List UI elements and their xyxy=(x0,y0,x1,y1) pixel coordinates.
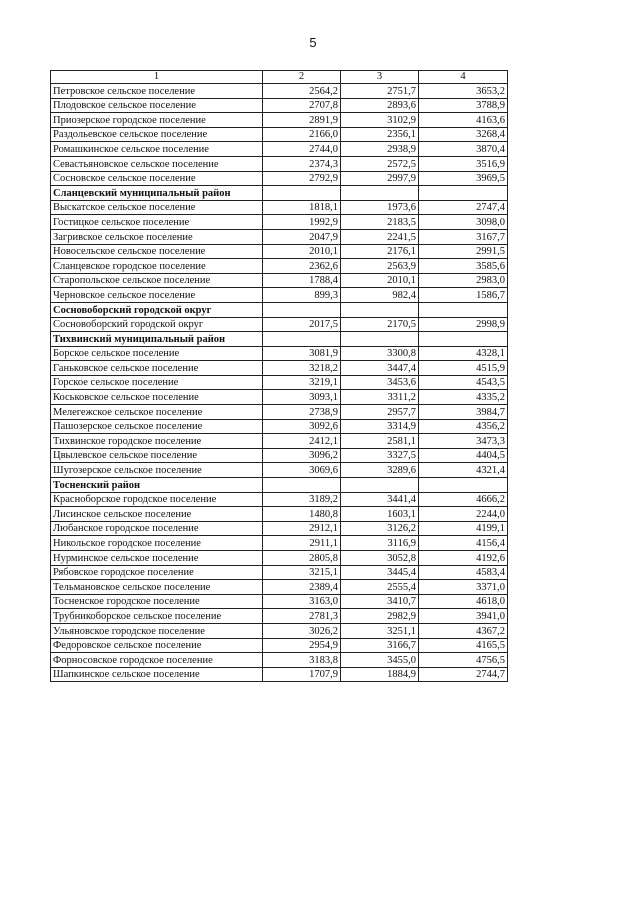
value-cell-col4: 3167,7 xyxy=(419,229,508,244)
settlement-name: Шугозерское сельское поселение xyxy=(51,463,263,478)
value-cell-col2: 2911,1 xyxy=(263,536,341,551)
value-cell-col4: 4404,5 xyxy=(419,448,508,463)
value-cell-col3: 3447,4 xyxy=(341,361,419,376)
section-title: Сланцевский муниципальный район xyxy=(51,186,263,201)
table-row xyxy=(51,594,508,609)
settlement-name: Тосненское городское поселение xyxy=(51,594,263,609)
value-cell-col3: 3314,9 xyxy=(341,419,419,434)
value-cell-col3: 1603,1 xyxy=(341,507,419,522)
value-cell-col2: 3096,2 xyxy=(263,448,341,463)
value-cell-col2: 3218,2 xyxy=(263,361,341,376)
value-cell-col2: 2781,3 xyxy=(263,609,341,624)
value-cell-col2: 2389,4 xyxy=(263,580,341,595)
value-cell-col4: 4335,2 xyxy=(419,390,508,405)
value-cell-col3: 3311,2 xyxy=(341,390,419,405)
table-row xyxy=(51,142,508,157)
settlement-name: Сосновоборский городской округ xyxy=(51,317,263,332)
value-cell-col3: 2183,5 xyxy=(341,215,419,230)
empty-cell xyxy=(419,332,508,347)
table-row xyxy=(51,463,508,478)
value-cell-col4: 2983,0 xyxy=(419,273,508,288)
value-cell-col4: 3516,9 xyxy=(419,156,508,171)
settlement-name: Цвылевское сельское поселение xyxy=(51,448,263,463)
value-cell-col2: 2166,0 xyxy=(263,127,341,142)
header-row xyxy=(51,71,508,84)
empty-cell xyxy=(263,186,341,201)
value-cell-col4: 4666,2 xyxy=(419,492,508,507)
value-cell-col4: 2991,5 xyxy=(419,244,508,259)
value-cell-col3: 3166,7 xyxy=(341,638,419,653)
value-cell-col4: 3371,0 xyxy=(419,580,508,595)
section-header-row xyxy=(51,332,508,347)
table-row xyxy=(51,244,508,259)
value-cell-col4: 3473,3 xyxy=(419,434,508,449)
empty-cell xyxy=(263,302,341,317)
settlement-name: Федоровское сельское поселение xyxy=(51,638,263,653)
settlement-name: Ульяновское городское поселение xyxy=(51,623,263,638)
value-cell-col4: 3984,7 xyxy=(419,405,508,420)
value-cell-col3: 3300,8 xyxy=(341,346,419,361)
value-cell-col4: 4543,5 xyxy=(419,375,508,390)
settlement-name: Ганьковское сельское поселение xyxy=(51,361,263,376)
value-cell-col2: 2564,2 xyxy=(263,84,341,99)
settlement-name: Борское сельское поселение xyxy=(51,346,263,361)
value-cell-col4: 2998,9 xyxy=(419,317,508,332)
value-cell-col2: 2707,8 xyxy=(263,98,341,113)
column-header-2: 2 xyxy=(263,71,341,84)
value-cell-col2: 2047,9 xyxy=(263,229,341,244)
section-header-row xyxy=(51,302,508,317)
section-title: Тихвинский муниципальный район xyxy=(51,332,263,347)
value-cell-col2: 3163,0 xyxy=(263,594,341,609)
value-cell-col2: 1707,9 xyxy=(263,667,341,682)
empty-cell xyxy=(263,332,341,347)
column-header-4: 4 xyxy=(419,71,508,84)
settlement-name: Тихвинское городское поселение xyxy=(51,434,263,449)
settlement-name: Мелегежское сельское поселение xyxy=(51,405,263,420)
settlement-name: Старопольское сельское поселение xyxy=(51,273,263,288)
settlement-name: Сланцевское городское поселение xyxy=(51,259,263,274)
value-cell-col2: 3069,6 xyxy=(263,463,341,478)
table-row xyxy=(51,419,508,434)
settlement-name: Рябовское городское поселение xyxy=(51,565,263,580)
value-cell-col2: 3183,8 xyxy=(263,653,341,668)
value-cell-col3: 2555,4 xyxy=(341,580,419,595)
value-cell-col2: 3215,1 xyxy=(263,565,341,580)
table-row xyxy=(51,405,508,420)
section-header-row xyxy=(51,478,508,493)
table-row xyxy=(51,84,508,99)
value-cell-col2: 2891,9 xyxy=(263,113,341,128)
settlement-name: Гостицкое сельское поселение xyxy=(51,215,263,230)
value-cell-col2: 1992,9 xyxy=(263,215,341,230)
settlement-name: Никольское городское поселение xyxy=(51,536,263,551)
table-row xyxy=(51,229,508,244)
value-cell-col4: 2244,0 xyxy=(419,507,508,522)
value-cell-col3: 3453,6 xyxy=(341,375,419,390)
table-row xyxy=(51,200,508,215)
table-row xyxy=(51,361,508,376)
value-cell-col3: 3327,5 xyxy=(341,448,419,463)
value-cell-col2: 1788,4 xyxy=(263,273,341,288)
value-cell-col4: 4165,5 xyxy=(419,638,508,653)
value-cell-col3: 2751,7 xyxy=(341,84,419,99)
table-row xyxy=(51,375,508,390)
table-header xyxy=(51,71,508,84)
value-cell-col3: 2581,1 xyxy=(341,434,419,449)
table-row xyxy=(51,273,508,288)
value-cell-col4: 3969,5 xyxy=(419,171,508,186)
value-cell-col3: 2010,1 xyxy=(341,273,419,288)
table-row xyxy=(51,653,508,668)
table-row xyxy=(51,288,508,303)
value-cell-col2: 3219,1 xyxy=(263,375,341,390)
table-row xyxy=(51,448,508,463)
settlement-name: Шапкинское сельское поселение xyxy=(51,667,263,682)
empty-cell xyxy=(263,478,341,493)
value-cell-col3: 3289,6 xyxy=(341,463,419,478)
value-cell-col3: 982,4 xyxy=(341,288,419,303)
value-cell-col3: 2176,1 xyxy=(341,244,419,259)
value-cell-col3: 3455,0 xyxy=(341,653,419,668)
table-row xyxy=(51,317,508,332)
value-cell-col4: 4321,4 xyxy=(419,463,508,478)
table-row xyxy=(51,551,508,566)
value-cell-col4: 4192,6 xyxy=(419,551,508,566)
value-cell-col3: 3102,9 xyxy=(341,113,419,128)
value-cell-col2: 2017,5 xyxy=(263,317,341,332)
value-cell-col2: 2744,0 xyxy=(263,142,341,157)
value-cell-col4: 4328,1 xyxy=(419,346,508,361)
value-cell-col3: 2572,5 xyxy=(341,156,419,171)
table-row xyxy=(51,492,508,507)
settlement-name: Сосновское сельское поселение xyxy=(51,171,263,186)
section-header-row xyxy=(51,186,508,201)
settlement-name: Форносовское городское поселение xyxy=(51,653,263,668)
settlement-name: Трубникоборское сельское поселение xyxy=(51,609,263,624)
value-cell-col4: 3653,2 xyxy=(419,84,508,99)
value-cell-col4: 4583,4 xyxy=(419,565,508,580)
table-body xyxy=(51,84,508,682)
value-cell-col2: 2954,9 xyxy=(263,638,341,653)
value-cell-col2: 2738,9 xyxy=(263,405,341,420)
value-cell-col4: 3941,0 xyxy=(419,609,508,624)
settlement-name: Тельмановское сельское поселение xyxy=(51,580,263,595)
value-cell-col3: 3126,2 xyxy=(341,521,419,536)
settlement-name: Любанское городское поселение xyxy=(51,521,263,536)
empty-cell xyxy=(419,478,508,493)
value-cell-col2: 3093,1 xyxy=(263,390,341,405)
table-row xyxy=(51,521,508,536)
section-title: Тосненский район xyxy=(51,478,263,493)
settlement-name: Петровское сельское поселение xyxy=(51,84,263,99)
value-cell-col3: 2563,9 xyxy=(341,259,419,274)
settlement-name: Горское сельское поселение xyxy=(51,375,263,390)
value-cell-col3: 3116,9 xyxy=(341,536,419,551)
value-cell-col4: 2744,7 xyxy=(419,667,508,682)
value-cell-col2: 3026,2 xyxy=(263,623,341,638)
settlement-name: Выскатское сельское поселение xyxy=(51,200,263,215)
value-cell-col3: 2356,1 xyxy=(341,127,419,142)
page-number: 5 xyxy=(309,35,317,50)
settlement-name: Загривское сельское поселение xyxy=(51,229,263,244)
table-row xyxy=(51,215,508,230)
settlement-name: Севастьяновское сельское поселение xyxy=(51,156,263,171)
value-cell-col4: 3870,4 xyxy=(419,142,508,157)
value-cell-col2: 2362,6 xyxy=(263,259,341,274)
table-row xyxy=(51,638,508,653)
empty-cell xyxy=(341,332,419,347)
settlement-name: Коськовское сельское поселение xyxy=(51,390,263,405)
settlement-name: Ромашкинское сельское поселение xyxy=(51,142,263,157)
settlement-name: Лисинское сельское поселение xyxy=(51,507,263,522)
table-row xyxy=(51,127,508,142)
settlement-name: Новосельское сельское поселение xyxy=(51,244,263,259)
column-header-1: 1 xyxy=(51,71,263,84)
value-cell-col4: 4156,4 xyxy=(419,536,508,551)
empty-cell xyxy=(341,478,419,493)
value-cell-col3: 2982,9 xyxy=(341,609,419,624)
settlement-name: Черновское сельское поселение xyxy=(51,288,263,303)
value-cell-col4: 4163,6 xyxy=(419,113,508,128)
empty-cell xyxy=(341,186,419,201)
value-cell-col3: 2241,5 xyxy=(341,229,419,244)
table-row xyxy=(51,580,508,595)
value-cell-col3: 3052,8 xyxy=(341,551,419,566)
table-row xyxy=(51,259,508,274)
value-cell-col2: 2412,1 xyxy=(263,434,341,449)
table-row xyxy=(51,623,508,638)
table-row xyxy=(51,536,508,551)
value-cell-col3: 2997,9 xyxy=(341,171,419,186)
value-cell-col3: 3445,4 xyxy=(341,565,419,580)
empty-cell xyxy=(419,302,508,317)
settlement-name: Приозерское городское поселение xyxy=(51,113,263,128)
value-cell-col4: 1586,7 xyxy=(419,288,508,303)
value-cell-col3: 2938,9 xyxy=(341,142,419,157)
settlement-name: Красноборское городское поселение xyxy=(51,492,263,507)
value-cell-col2: 2912,1 xyxy=(263,521,341,536)
settlement-name: Раздольевское сельское поселение xyxy=(51,127,263,142)
table-row xyxy=(51,346,508,361)
table-row xyxy=(51,156,508,171)
value-cell-col2: 2805,8 xyxy=(263,551,341,566)
value-cell-col3: 2957,7 xyxy=(341,405,419,420)
value-cell-col2: 2792,9 xyxy=(263,171,341,186)
value-cell-col2: 3189,2 xyxy=(263,492,341,507)
settlement-name: Плодовское сельское поселение xyxy=(51,98,263,113)
value-cell-col2: 1818,1 xyxy=(263,200,341,215)
table-row xyxy=(51,434,508,449)
settlement-name: Пашозерское сельское поселение xyxy=(51,419,263,434)
table-row xyxy=(51,507,508,522)
value-cell-col2: 3081,9 xyxy=(263,346,341,361)
settlement-name: Нурминское сельское поселение xyxy=(51,551,263,566)
value-cell-col2: 899,3 xyxy=(263,288,341,303)
table-row xyxy=(51,171,508,186)
value-cell-col3: 3441,4 xyxy=(341,492,419,507)
value-cell-col4: 3585,6 xyxy=(419,259,508,274)
value-cell-col3: 1973,6 xyxy=(341,200,419,215)
column-header-3: 3 xyxy=(341,71,419,84)
value-cell-col3: 1884,9 xyxy=(341,667,419,682)
table-row xyxy=(51,667,508,682)
value-cell-col4: 4356,2 xyxy=(419,419,508,434)
value-cell-col2: 3092,6 xyxy=(263,419,341,434)
value-cell-col3: 2893,6 xyxy=(341,98,419,113)
value-cell-col4: 2747,4 xyxy=(419,200,508,215)
value-cell-col3: 2170,5 xyxy=(341,317,419,332)
value-cell-col4: 4199,1 xyxy=(419,521,508,536)
value-cell-col4: 3268,4 xyxy=(419,127,508,142)
data-table xyxy=(50,70,508,682)
value-cell-col4: 4367,2 xyxy=(419,623,508,638)
table-row xyxy=(51,98,508,113)
value-cell-col3: 3410,7 xyxy=(341,594,419,609)
value-cell-col2: 2010,1 xyxy=(263,244,341,259)
value-cell-col2: 2374,3 xyxy=(263,156,341,171)
value-cell-col4: 3098,0 xyxy=(419,215,508,230)
table-row xyxy=(51,609,508,624)
section-title: Сосновоборский городской округ xyxy=(51,302,263,317)
table-row xyxy=(51,113,508,128)
value-cell-col4: 4515,9 xyxy=(419,361,508,376)
value-cell-col3: 3251,1 xyxy=(341,623,419,638)
value-cell-col4: 4618,0 xyxy=(419,594,508,609)
empty-cell xyxy=(419,186,508,201)
table-row xyxy=(51,565,508,580)
empty-cell xyxy=(341,302,419,317)
table-row xyxy=(51,390,508,405)
value-cell-col4: 3788,9 xyxy=(419,98,508,113)
value-cell-col4: 4756,5 xyxy=(419,653,508,668)
value-cell-col2: 1480,8 xyxy=(263,507,341,522)
